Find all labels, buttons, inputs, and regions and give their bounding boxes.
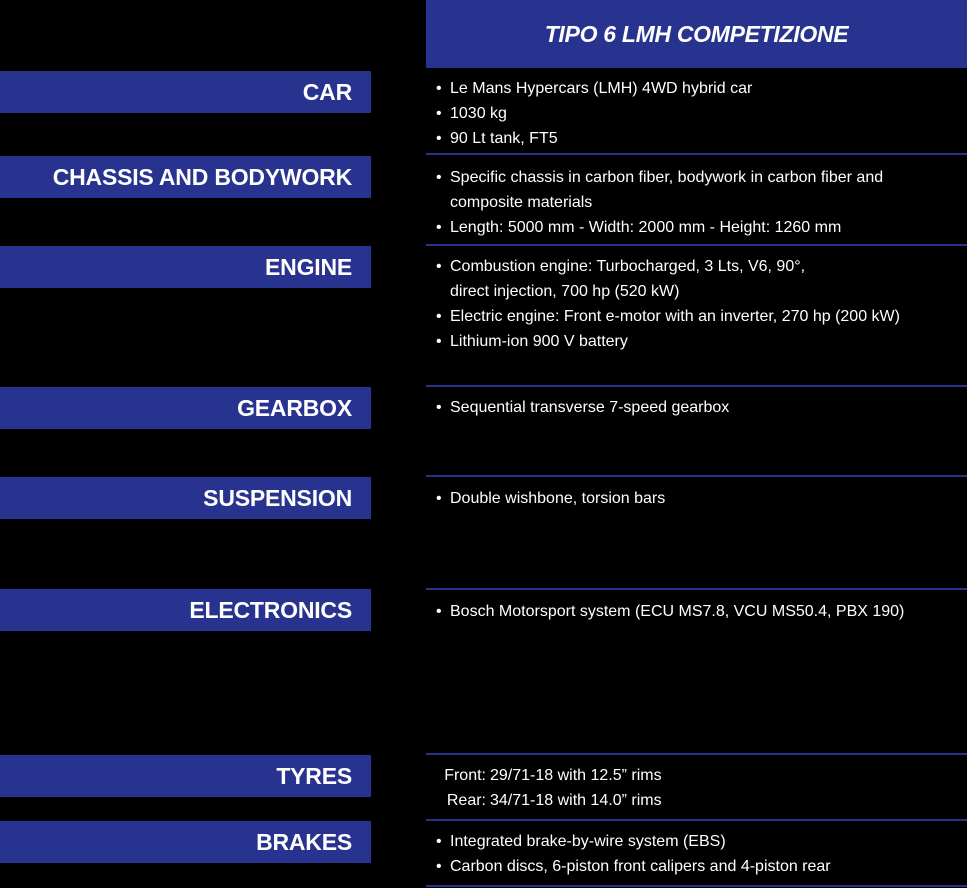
row-divider — [426, 885, 967, 887]
row-divider — [426, 819, 967, 821]
tyre-spec-rear: Rear: 34/71-18 with 14.0” rims — [446, 792, 662, 809]
row-divider — [426, 385, 967, 387]
row-label-tyres — [0, 755, 371, 797]
vehicle-title: TIPO 6 LMH COMPETIZIONE — [544, 20, 849, 47]
row-label-brakes — [0, 821, 371, 863]
row-label-text: BRAKES — [256, 828, 352, 855]
spec-bullet: • Length: 5000 mm - Width: 2000 mm - Height: 1260 mm — [436, 219, 842, 236]
spec-bullet: • Bosch Motorsport system (ECU MS7.8, VCU MS50.4, PBX 190) — [436, 603, 905, 620]
row-value-tyres — [431, 763, 959, 813]
row-label-text: GEARBOX — [237, 394, 352, 421]
row-label-suspension — [0, 477, 371, 519]
row-value-car — [436, 76, 964, 151]
spec-bullet: • 1030 kg — [436, 105, 507, 122]
row-label-car — [0, 71, 371, 113]
row-value-electronics — [436, 599, 964, 624]
spec-bullet: • Double wishbone, torsion bars — [436, 490, 666, 507]
spec-bullet: • Combustion engine: Turbocharged, 3 Lts, V6, 90°, direct injection, 700 hp (520 kW) — [436, 258, 806, 300]
spec-bullet: • Electric engine: Front e-motor with an inverter, 270 hp (200 kW) — [436, 308, 900, 325]
row-label-text: ENGINE — [265, 253, 352, 280]
spec-table-header — [426, 0, 967, 68]
spec-bullet: • Le Mans Hypercars (LMH) 4WD hybrid car — [436, 80, 753, 97]
spec-bullet: • Sequential transverse 7-speed gearbox — [436, 399, 730, 416]
tyre-spec-front: Front: 29/71-18 with 12.5” rims — [444, 767, 662, 784]
row-value-chassis — [436, 165, 896, 240]
row-value-suspension — [436, 486, 964, 511]
spec-bullet: • Integrated brake-by-wire system (EBS) — [436, 833, 726, 850]
row-divider — [426, 753, 967, 755]
spec-bullet: • Specific chassis in carbon fiber, bodywork in carbon fiber and composite materials — [436, 169, 884, 211]
row-value-brakes — [436, 829, 964, 879]
spec-bullet: • Lithium-ion 900 V battery — [436, 333, 628, 350]
row-label-text: CAR — [302, 78, 352, 105]
row-label-gearbox — [0, 387, 371, 429]
spec-bullet: • Carbon discs, 6-piston front calipers and 4-piston rear — [436, 858, 831, 875]
row-label-text: SUSPENSION — [203, 484, 352, 511]
row-divider — [426, 475, 967, 477]
row-label-text: ELECTRONICS — [189, 596, 352, 623]
row-label-text: TYRES — [276, 762, 352, 789]
row-divider — [426, 153, 967, 155]
row-value-gearbox — [436, 395, 964, 420]
row-label-chassis — [0, 156, 371, 198]
row-label-text: CHASSIS AND BODYWORK — [52, 163, 352, 190]
row-divider — [426, 588, 967, 590]
spec-bullet: • 90 Lt tank, FT5 — [436, 130, 558, 147]
row-divider — [426, 244, 967, 246]
row-value-engine — [436, 254, 900, 354]
row-label-engine — [0, 246, 371, 288]
row-label-electronics — [0, 589, 371, 631]
